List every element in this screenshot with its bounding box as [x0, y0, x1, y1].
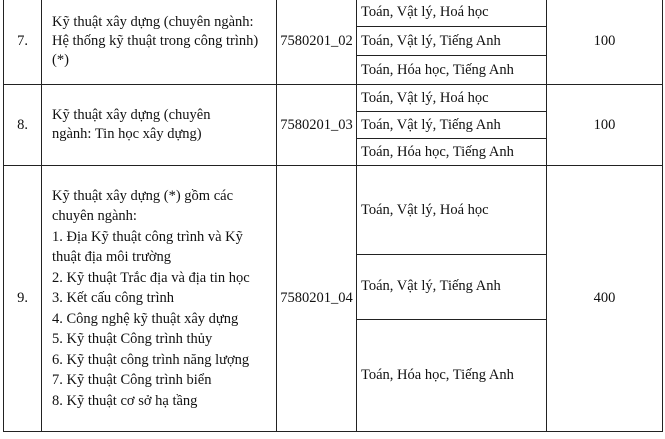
major-line: (*)	[52, 51, 69, 68]
table-row	[4, 85, 663, 166]
row-number: 8.	[4, 85, 42, 166]
major-line: Hệ thống kỹ thuật trong công trình)	[52, 32, 259, 49]
table-row	[4, 166, 663, 432]
major-line: thuật địa môi trường	[52, 249, 172, 266]
major-line: 3. Kết cấu công trình	[52, 290, 175, 307]
major-code: 7580201_02	[277, 0, 357, 85]
major-line: 6. Kỹ thuật công trình năng lượng	[52, 351, 250, 368]
row-number: 7.	[4, 0, 42, 85]
major-line: Kỹ thuật xây dựng (chuyên	[52, 107, 211, 123]
major-line: Kỹ thuật xây dựng (*) gồm các	[52, 187, 234, 204]
subject-combination: Toán, Hóa học, Tiếng Anh	[357, 55, 546, 84]
admissions-table	[3, 0, 663, 432]
quota: 100	[547, 85, 663, 166]
row-number: 9.	[4, 166, 42, 432]
subject-combination: Toán, Vật lý, Hoá học	[361, 3, 489, 20]
subject-combination: Toán, Hóa học, Tiếng Anh	[357, 319, 546, 431]
major-line: 7. Kỹ thuật Công trình biển	[52, 372, 212, 389]
major-name	[42, 85, 277, 166]
major-line: ngành: Tin học xây dựng)	[52, 126, 202, 142]
table-row	[4, 0, 663, 85]
major-code: 7580201_04	[277, 166, 357, 432]
major-line: 4. Công nghệ kỹ thuật xây dựng	[52, 310, 239, 327]
subject-combinations	[357, 0, 547, 85]
quota: 400	[547, 166, 663, 432]
major-line: chuyên ngành:	[52, 208, 137, 225]
major-code: 7580201_03	[277, 85, 357, 166]
subject-combination: Toán, Vật lý, Tiếng Anh	[357, 26, 546, 55]
quota: 100	[547, 0, 663, 85]
major-name	[42, 0, 277, 85]
major-line: 8. Kỹ thuật cơ sở hạ tầng	[52, 392, 198, 409]
subject-combination: Toán, Hóa học, Tiếng Anh	[357, 138, 546, 165]
subject-combination: Toán, Vật lý, Hoá học	[361, 89, 489, 106]
subject-combination: Toán, Vật lý, Tiếng Anh	[357, 254, 546, 319]
major-name	[42, 166, 277, 432]
major-line: 2. Kỹ thuật Trắc địa và địa tin học	[52, 269, 250, 286]
subject-combination: Toán, Vật lý, Hoá học	[361, 201, 489, 218]
subject-combinations	[357, 85, 547, 166]
subject-combination: Toán, Vật lý, Tiếng Anh	[357, 111, 546, 138]
major-line: 5. Kỹ thuật Công trình thủy	[52, 331, 213, 348]
major-line: Kỹ thuật xây dựng (chuyên ngành:	[52, 13, 254, 30]
subject-combinations	[357, 166, 547, 432]
major-line: 1. Địa Kỹ thuật công trình và Kỹ	[52, 228, 243, 245]
